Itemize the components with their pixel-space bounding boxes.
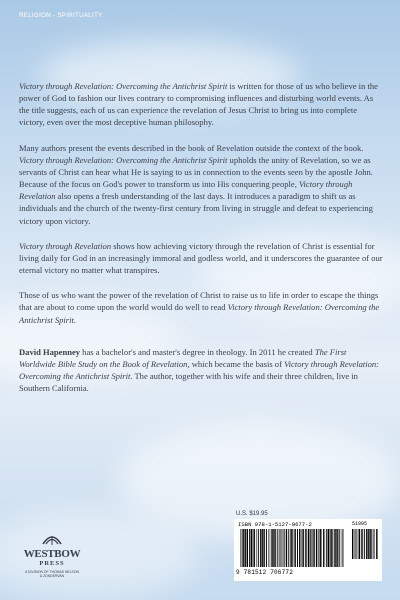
author-name: David Hapenney [19, 346, 81, 357]
barcode-bar [245, 529, 246, 567]
barcode-bar [373, 529, 374, 559]
barcode-bar [341, 529, 342, 567]
barcode-bar [334, 529, 335, 567]
barcode-bar [339, 529, 340, 567]
barcode-bar [320, 529, 321, 567]
barcode-bar [258, 529, 259, 567]
victory-paragraph [19, 240, 383, 276]
barcode-bar [251, 529, 252, 567]
barcode-bar [283, 529, 284, 567]
price: U.S. $19.95 [236, 511, 268, 517]
barcode-bar [359, 529, 360, 559]
publisher-logo [20, 532, 84, 594]
publisher-name: WESTBOW [23, 548, 81, 560]
publisher-division [20, 570, 84, 578]
category-label: RELIGION - SPIRITUALITY [19, 12, 103, 19]
book-title: Victory through Revelation: Overcoming the Antichrist Spirit [19, 154, 228, 165]
barcode-bar [375, 529, 376, 559]
barcode-bar [311, 529, 312, 567]
barcode-bar [352, 529, 353, 559]
book-title-short: Victory through Revelation [19, 240, 112, 251]
closing-paragraph [19, 289, 383, 325]
barcode-bar [256, 529, 257, 567]
barcode-bar [316, 529, 317, 567]
barcode-bar [275, 529, 276, 567]
barcode-bar [361, 529, 362, 559]
publisher-press: PRESS [39, 560, 65, 567]
isbn-number: ISBN 978-1-5127-0677-2 [238, 521, 312, 528]
barcode-bar [290, 529, 291, 567]
barcode-bar [240, 529, 241, 567]
barcode-bar [305, 529, 306, 567]
paragraph-text: Many authors present the events described in the book of Revelation outside the context of the book. [19, 142, 364, 153]
barcode-bar [355, 529, 356, 559]
paragraph-text: also opens a fresh understanding of the last days. It introduces a paradigm to shift us as individuals and the church of the twenty-first century from living in struggle and defeat to experiencing victory upon victory. [19, 191, 373, 226]
barcode-bar [366, 529, 367, 559]
barcode-bar [279, 529, 280, 567]
barcode-bar [301, 529, 302, 567]
barcode-bar [371, 529, 372, 559]
barcode-bar [331, 529, 332, 567]
barcode-bars [240, 529, 344, 567]
barcode-bar [292, 529, 293, 567]
barcode-bar [323, 529, 324, 567]
barcode-bar [266, 529, 267, 567]
division-line: A DIVISION OF THOMAS NELSON [25, 570, 79, 574]
barcode-bar [247, 529, 248, 567]
barcode-bar [263, 529, 264, 567]
barcode-bar [308, 529, 309, 567]
price-code: 51995 [352, 521, 368, 527]
author-bio [19, 346, 383, 395]
barcode-bar [260, 529, 261, 567]
barcode-bar [299, 529, 300, 567]
book-title: Victory through Revelation: Overcoming the Antichrist Spirit [19, 81, 228, 91]
bow-icon [42, 532, 62, 546]
book-title: Victory through Revelation: Overcoming the Antichrist Spirit. [19, 358, 380, 381]
barcode-bar [281, 529, 282, 567]
barcode-bar [303, 529, 304, 567]
barcode-bar [270, 529, 271, 567]
barcode-bar [321, 529, 322, 567]
barcode-bar [310, 529, 311, 567]
barcode-bar [364, 529, 365, 559]
barcode-bar [273, 529, 274, 567]
barcode-bar [243, 529, 244, 567]
barcode-bar [288, 529, 289, 567]
barcode-bar [330, 529, 331, 567]
barcode-bar [277, 529, 278, 567]
bio-text: which became the basis of [189, 358, 285, 369]
book-title: Victory through Revelation: Overcoming the Antichrist Spirit. [19, 302, 380, 325]
barcode-bar [312, 529, 313, 567]
barcode [234, 519, 382, 581]
barcode-bar [254, 529, 255, 567]
barcode-digits: 9 781512 706772 [236, 569, 294, 576]
barcode-bar [328, 529, 329, 567]
barcode-bar [325, 529, 326, 567]
barcode-bar [367, 529, 368, 559]
barcode-bar [313, 529, 314, 567]
paragraph-text: shows how achieving victory through the revelation of Christ is essential for living daily for God in an increasingly immoral and godless world, and it underscores the guarantee of our eternal victory no matter what transpires. [19, 240, 383, 276]
back-cover-text [19, 80, 383, 407]
barcode-bar [335, 529, 336, 567]
addon-barcode-bars [352, 529, 378, 559]
barcode-bar [284, 529, 285, 567]
bio-text: The author, together with his wife and their three children, live in Southern California. [19, 370, 358, 394]
barcode-bar [249, 529, 250, 567]
barcode-bar [297, 529, 298, 567]
barcode-bar [337, 529, 338, 567]
barcode-bar [294, 529, 295, 567]
bio-text: has a bachelor's and master's degree in theology. In 2011 he created [80, 346, 315, 357]
barcode-bar [326, 529, 327, 567]
barcode-bar [342, 529, 343, 567]
context-paragraph [19, 142, 383, 227]
book-title-short: Victory through Revelation [19, 179, 353, 202]
barcode-bar [261, 529, 262, 567]
barcode-bar [358, 529, 359, 559]
barcode-bar [271, 529, 272, 567]
barcode-bar [286, 529, 287, 567]
barcode-bar [268, 529, 269, 567]
paragraph-text: is written for those of us who believe in the power of God to fashion our lives contrary to compromising influences and disturbing world events. As the title suggests, each of us can experience the revelation of Jesus Christ to bring us into complete victory, even over the most deceptive human philosophy. [19, 81, 378, 128]
barcode-bar [376, 529, 377, 559]
barcode-bar [318, 529, 319, 567]
barcode-bar [369, 529, 370, 559]
paragraph-text: upholds the unity of Revelation, so we as servants of Christ can hear what He is saying to us in connection to the events seen by the apostle John. Because of the focus on God's power to transform us into His conquering people, [19, 154, 373, 190]
barcode-bar [356, 529, 357, 559]
barcode-bar [253, 529, 254, 567]
barcode-bar [302, 529, 303, 567]
intro-paragraph [19, 80, 383, 129]
study-title: The First Worldwide Bible Study on the Book of Revelation, [19, 346, 347, 369]
paragraph-text: Those of us who want the power of the revelation of Christ to raise us to life in order to escape the things that are about to come upon the world would do well to read [19, 290, 379, 313]
barcode-bar [242, 529, 243, 567]
division-line: & ZONDERVAN [39, 574, 65, 579]
